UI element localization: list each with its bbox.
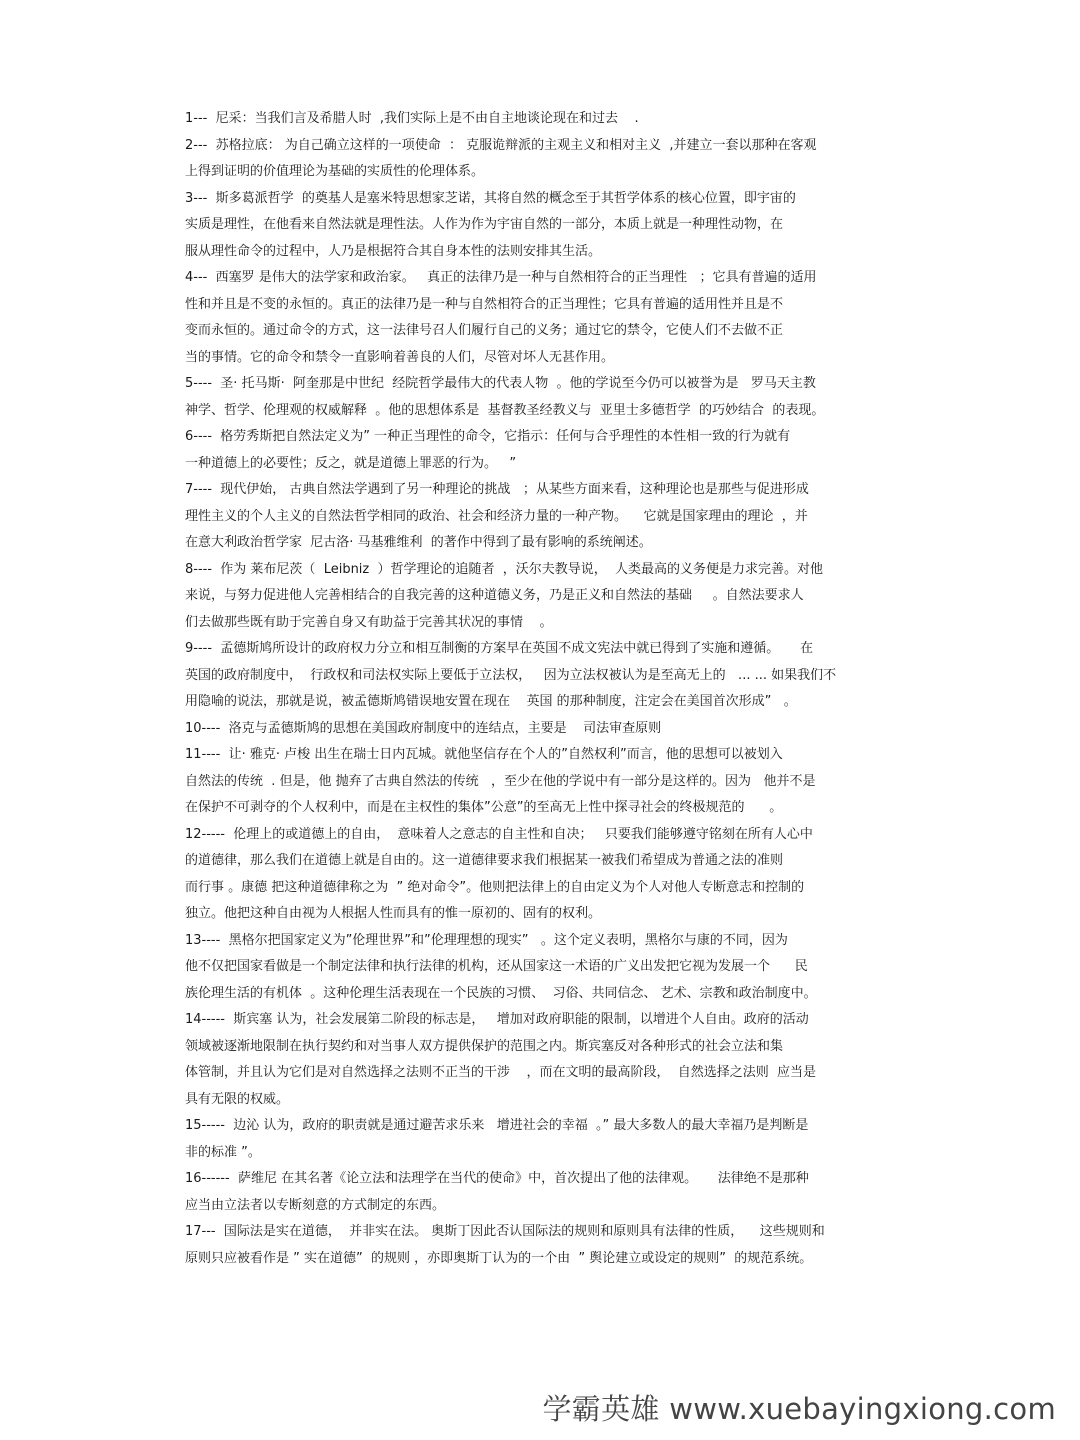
text-line: 7---- 现代伊始， 古典自然法学遇到了另一种理论的挑战 ；从某些方面来看，这种理论也是那些与促进形成 (185, 482, 809, 497)
text-line: 15----- 边沁 认为，政府的职责就是通过避苦求乐来 增进社会的幸福 。” 最大多数人的最大幸福乃是判断是 (185, 1118, 809, 1133)
text-line: 服从理性命令的过程中，人乃是根据符合其自身本性的法则安排其生活。 (185, 243, 602, 259)
text-line: 17--- 国际法是实在道德， 并非实在法。 奥斯丁因此否认国际法的规则和原则具有法律的性质， 这些规则和 (185, 1224, 825, 1239)
text-line: 12----- 伦理上的或道德上的自由， 意味着人之意志的自主性和自决； 只要我们能够遵守铭刻在所有人心中 (185, 826, 813, 842)
text-line: 体管制，并且认为它们是对自然选择之法则不正当的干涉 ，而在文明的最高阶段， 自然选择之法则 应当是 (185, 1065, 817, 1080)
text-line: 族伦理生活的有机体 。这种伦理生活表现在一个民族的习惯、 习俗、共同信念、 艺术、宗教和政治制度中。 (185, 985, 817, 1001)
text-line: 领域被逐渐地限制在执行契约和对当事人双方提供保护的范围之内。斯宾塞反对各种形式的社会立法和集 (185, 1038, 784, 1054)
text-line: 变而永恒的。通过命令的方式，这一法律号召人们履行自己的义务；通过它的禁令，它使人们不去做不正 (185, 323, 784, 338)
text-line: 上得到证明的价值理论为基础的实质性的伦理体系。 (185, 164, 485, 179)
text-line: 5---- 圣· 托马斯· 阿奎那是中世纪 经院哲学最伟大的代表人物 。他的学说至今仍可以被誉为是 罗马天主教 (185, 376, 816, 391)
text-line: 神学、哲学、伦理观的权威解释 。他的思想体系是 基督教圣经教义与 亚里士多德哲学 的巧妙结合 的表现。 (185, 402, 825, 418)
text-line: 8---- 作为 莱布尼茨（ Leibniz ）哲学理论的追随者 ，沃尔夫教导说， 人类最高的义务便是力求完善。对他 (185, 561, 824, 577)
text-line: 4--- 西塞罗 是伟大的法学家和政治家。 真正的法律乃是一种与自然相符合的正当理性 ；它具有普遍的适用 (185, 270, 817, 285)
text-line: 应当由立法者以专断刻意的方式制定的东西。 (185, 1197, 446, 1213)
text-line: 用隐喻的说法，那就是说，被孟德斯鸠错误地安置在现在 英国 的那种制度，注定会在美国首次形成” 。 (185, 694, 797, 709)
text-line: 在保护不可剥夺的个人权利中，而是在主权性的集体”公意”的至高无上性中探寻社会的终极规范的 。 (185, 800, 783, 815)
text-line: 10---- 洛克与孟德斯鸠的思想在美国政府制度中的连结点，主要是 司法审查原则 (185, 720, 662, 736)
text-line: 14----- 斯宾塞 认为，社会发展第二阶段的标志是， 增加对政府职能的限制，以增进个人自由。政府的活动 (185, 1012, 809, 1027)
text-line: 理性主义的个人主义的自然法哲学相同的政治、社会和经济力量的一种产物。 它就是国家理由的理论 ，并 (185, 508, 808, 524)
text-line: 们去做那些既有助于完善自身又有助益于完善其状况的事情 。 (185, 614, 553, 630)
text-line: 3--- 斯多葛派哲学 的奠基人是塞米特思想家芝诺，其将自然的概念至于其哲学体系的核心位置，即宇宙的 (185, 190, 796, 206)
text-line: 一种道德上的必要性；反之，就是道德上罪恶的行为。 ” (185, 455, 517, 471)
text-line: 16------ 萨维尼 在其名著《论立法和法理学在当代的使命》中，首次提出了他的法律观。 法律绝不是那种 (185, 1171, 809, 1186)
text-line: 非的标准 ”。 (185, 1144, 261, 1160)
text-line: 他不仅把国家看做是一个制定法律和执行法律的机构，还从国家这一术语的广义出发把它视为发展一个 民 (185, 959, 808, 974)
document-body (185, 106, 905, 1272)
text-line: 的道德律，那么我们在道德上就是自由的。这一道德律要求我们根据某一被我们希望成为普通之法的准则 (185, 853, 784, 868)
text-line: 来说，与努力促进他人完善相结合的自我完善的这种道德义务，乃是正义和自然法的基础 。自然法要求人 (185, 588, 804, 603)
text-line: 实质是理性，在他看来自然法就是理性法。人作为作为宇宙自然的一部分，本质上就是一种理性动物，在 (185, 217, 784, 232)
text-line: 独立。他把这种自由视为人根据人性而具有的惟一原初的、固有的权利。 (185, 906, 602, 921)
text-line: 1--- 尼采：当我们言及希腊人时 ,我们实际上是不由自主地谈论现在和过去 . (185, 111, 639, 126)
text-line: 在意大利政治哲学家 尼古洛· 马基雅维利 的著作中得到了最有影响的系统阐述。 (185, 535, 652, 550)
text-line: 13---- 黑格尔把国家定义为”伦理世界”和”伦理理想的现实” 。这个定义表明，黑格尔与康的不同，因为 (185, 932, 788, 948)
text-line: 性和并且是不变的永恒的。真正的法律乃是一种与自然相符合的正当理性；它具有普遍的适用性并且是不 (185, 296, 784, 312)
text-line: 当的事情。它的命令和禁令一直影响着善良的人们，尽管对坏人无甚作用。 (185, 349, 615, 365)
text-line: 而行事 。康德 把这种道德律称之为 ” 绝对命令”。他则把法律上的自由定义为个人对他人专断意志和控制的 (185, 879, 805, 895)
text-line: 11---- 让· 雅克· 卢梭 出生在瑞士日内瓦城。就他坚信存在个人的”自然权利”而言，他的思想可以被划入 (185, 747, 783, 762)
text-line: 英国的政府制度中， 行政权和司法权实际上要低于立法权， 因为立法权被认为是至高无上的 ... ... 如果我们不 (185, 667, 837, 683)
text-line: 原则只应被看作是 ” 实在道德” 的规则 ，亦即奥斯丁认为的一个由 ” 舆论建立或设定的规则” 的规范系统。 (185, 1250, 813, 1266)
text-line: 具有无限的权威。 (185, 1091, 290, 1107)
text-line: 自然法的传统 . 但是，他 抛弃了古典自然法的传统 ，至少在他的学说中有一部分是这样的。因为 他并不是 (185, 773, 816, 789)
watermark: 学霸英雄 www.xuebayingxiong.com (542, 1392, 1056, 1426)
text-line: 9---- 孟德斯鸠所设计的政府权力分立和相互制衡的方案早在英国不成文宪法中就已得到了实施和遵循。 在 (185, 641, 813, 656)
text-line: 6---- 格劳秀斯把自然法定义为” 一种正当理性的命令，它指示：任何与合乎理性的本性相一致的行为就有 (185, 429, 791, 444)
text-line: 2--- 苏格拉底： 为自己确立这样的一项使命 ： 克服诡辩派的主观主义和相对主义 ,并建立一套以那种在客观 (185, 137, 817, 153)
